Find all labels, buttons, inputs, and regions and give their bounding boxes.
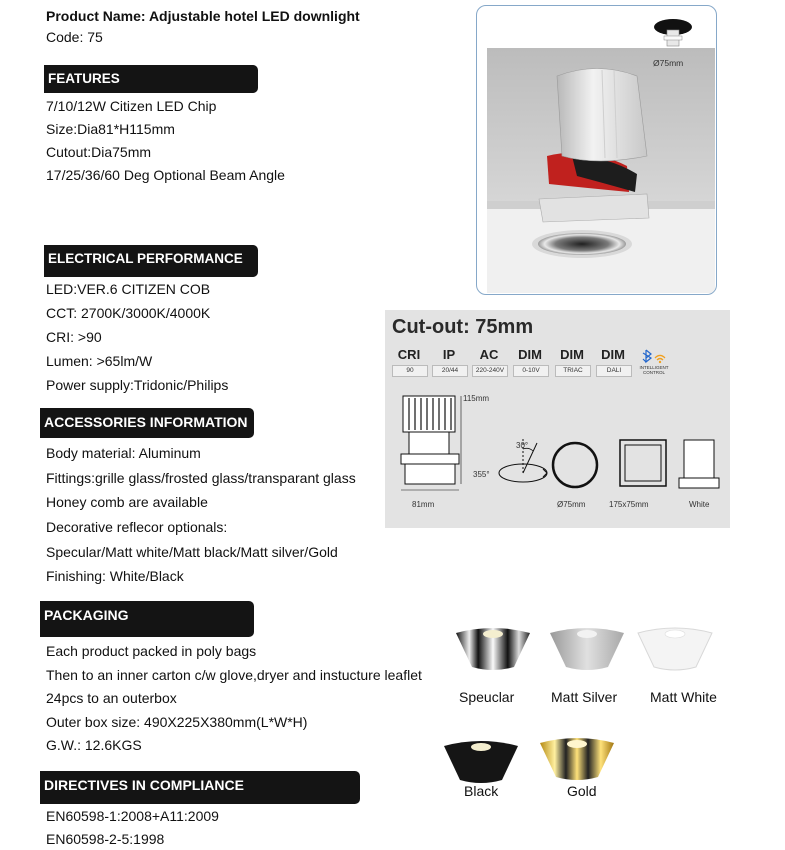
feature-line: Cutout:Dia75mm [46,144,152,160]
spec-value-ip: 20/44 [432,365,468,377]
rotate-angle: 355° [473,470,490,479]
reflector-label-matt-silver: Matt Silver [551,689,618,705]
cutout-spec-panel [385,310,730,528]
packaging-line: Then to an inner carton c/w glove,dryer and instucture leaflet [46,667,422,683]
accessories-line: Specular/Matt white/Matt black/Matt silver/Gold [46,544,338,560]
height-dimension: 115mm [463,394,490,403]
spec-value-dim-triac: TRIAC [555,365,591,377]
packaging-line: 24pcs to an outerbox [46,690,177,706]
electrical-line: CRI: >90 [46,329,102,345]
spec-label-dim-dali: DIM [601,347,625,362]
directive-line: EN60598-2-5:1998 [46,831,165,847]
spec-value-cri: 90 [392,365,428,377]
accessories-header: ACCESSORIES INFORMATION [40,408,254,438]
accessories-line: Fittings:grille glass/frosted glass/transparant glass [46,470,356,486]
feature-line: 17/25/36/60 Deg Optional Beam Angle [46,167,285,183]
product-photo [477,6,717,295]
spec-label-ac: AC [479,347,499,362]
matt-silver-reflector-image [546,625,628,673]
gold-reflector-image [536,735,618,783]
square-cutout-drawing [618,438,668,490]
accessories-line: Finishing: White/Black [46,568,184,584]
reflector-label-gold: Gold [567,783,597,799]
spec-value-ac: 220-240V [472,365,508,377]
spec-label-cri: CRI [397,347,421,362]
side-dimension-drawing [395,392,475,502]
product-photo-frame [476,5,717,295]
spec-label-dim-0-10v: DIM [518,347,542,362]
directive-line: EN60598-1:2008+A11:2009 [46,808,219,824]
accessories-line: Body material: Aluminum [46,445,201,461]
packaging-header: PACKAGING [40,601,254,637]
matt-white-reflector-image [634,625,716,673]
features-header: FEATURES [44,65,258,93]
spec-label-dim-triac: DIM [560,347,584,362]
specular-reflector-image [452,625,534,673]
spec-value-dim-0-10v: 0-10V [513,365,549,377]
electrical-line: CCT: 2700K/3000K/4000K [46,305,211,321]
spec-label-ip: IP [442,347,456,362]
reflector-label-black: Black [464,783,499,799]
product-name: Product Name: Adjustable hotel LED downlight [46,8,360,24]
spec-value-dim-dali: DALI [596,365,632,377]
cutout-title: Cut-out: 75mm [392,316,534,338]
reflector-label-matt-white: Matt White [650,689,717,705]
cutout-diameter-label: Ø75mm [653,58,684,68]
electrical-line: Power supply:Tridonic/Philips [46,377,229,393]
feature-line: 7/10/12W Citizen LED Chip [46,98,217,114]
electrical-line: LED:VER.6 CITIZEN COB [46,281,211,297]
round-cutout-drawing [550,440,600,490]
round-cutout-label: Ø75mm [557,500,586,509]
finish-label: White [689,500,710,509]
accessories-line: Decorative reflecor optionals: [46,519,228,535]
product-code: Code: 75 [46,29,103,45]
electrical-line: Lumen: >65lm/W [46,353,153,369]
black-reflector-image [440,738,522,786]
packaging-line: G.W.: 12.6KGS [46,737,142,753]
reflector-label-specular: Speuclar [459,689,515,705]
directives-header: DIRECTIVES IN COMPLIANCE [40,771,360,804]
square-cutout-label: 175x75mm [609,500,649,509]
tilt-angle: 30° [516,441,529,450]
finish-drawing [677,436,723,492]
bluetooth-wifi-icon [641,348,667,364]
feature-line: Size:Dia81*H115mm [46,121,175,137]
intelligent-control-label: INTELLIGENT CONTROL [639,365,669,375]
accessories-line: Honey comb are available [46,494,208,510]
packaging-line: Each product packed in poly bags [46,643,257,659]
packaging-line: Outer box size: 490X225X380mm(L*W*H) [46,714,308,730]
width-dimension: 81mm [412,500,435,509]
electrical-header: ELECTRICAL PERFORMANCE [44,245,258,277]
